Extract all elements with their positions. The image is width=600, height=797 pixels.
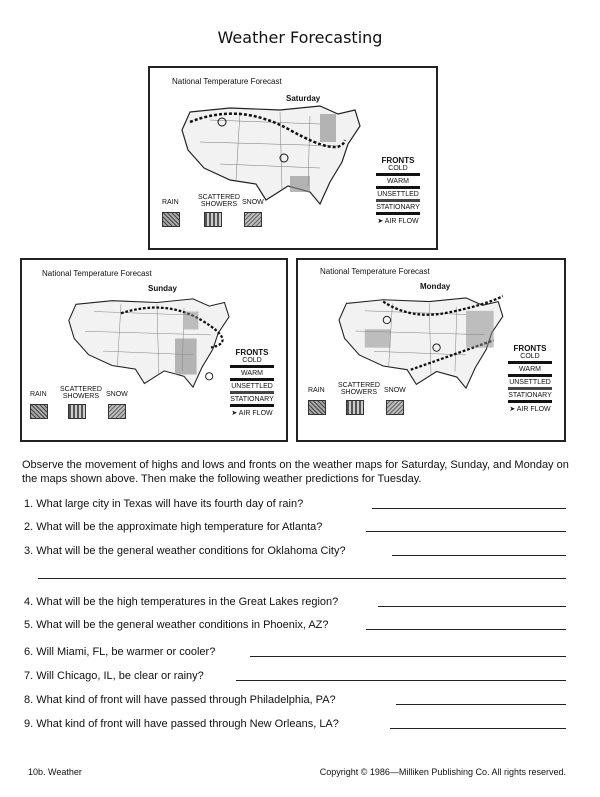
stationary-front-symbol: [508, 400, 552, 403]
question-7: 7. Will Chicago, IL, be clear or rainy?: [24, 670, 204, 682]
air-flow-text: AIR FLOW: [238, 410, 273, 417]
question-2: 2. What will be the approximate high temperature for Atlanta?: [24, 521, 323, 533]
question-4: 4. What will be the high temperatures in the Great Lakes region?: [24, 596, 339, 608]
stationary-front-symbol: [376, 212, 420, 215]
instructions-paragraph: Observe the movement of highs and lows and fronts on the weather maps for Saturday, Sunday, and Monday on the maps shown above. Then make the following weather predictions for Tuesday.: [22, 459, 569, 485]
front-stationary-label: STATIONARY: [230, 396, 274, 403]
precip-legend: [306, 382, 416, 422]
scattered-swatch: [68, 404, 86, 419]
front-cold-label: COLD: [520, 353, 540, 360]
front-unsettled-label: UNSETTLED: [377, 191, 419, 198]
stationary-front-symbol: [230, 404, 274, 407]
cold-front-symbol: [376, 173, 420, 176]
scattered-swatch: [204, 212, 222, 227]
scattered-swatch: [346, 400, 364, 415]
legend-rain-label: RAIN: [308, 387, 325, 394]
unsettled-front-symbol: [376, 199, 420, 202]
legend-snow-label: SNOW: [242, 199, 264, 206]
question-6: 6. Will Miami, FL, be warmer or cooler?: [24, 646, 216, 658]
warm-front-symbol: [508, 374, 552, 377]
front-cold-label: COLD: [242, 357, 262, 364]
legend-scattered-line1: SCATTERED: [198, 194, 240, 201]
legend-scattered-label: [198, 194, 240, 208]
page-title: Weather Forecasting: [217, 28, 383, 47]
answer-line-7[interactable]: [236, 680, 566, 681]
legend-scattered-line2: SHOWERS: [340, 389, 378, 396]
question-3: 3. What will be the general weather conditions for Oklahoma City?: [24, 545, 346, 557]
answer-line-6[interactable]: [250, 656, 566, 657]
air-flow-label: ➤ AIR FLOW: [509, 406, 551, 413]
answer-line-9[interactable]: [390, 728, 566, 729]
front-cold-label: COLD: [388, 165, 408, 172]
front-warm-label: WARM: [519, 366, 541, 373]
question-9: 9. What kind of front will have passed through New Orleans, LA?: [24, 718, 339, 730]
legend-snow-label: SNOW: [384, 387, 406, 394]
front-unsettled-label: UNSETTLED: [509, 379, 551, 386]
fronts-legend: [224, 348, 280, 417]
air-flow-text: AIR FLOW: [516, 406, 551, 413]
map-heading: National Temperature Forecast: [172, 77, 282, 86]
map-day-label: Monday: [420, 282, 451, 291]
legend-scattered-label: [338, 382, 380, 396]
precip-legend: [160, 194, 270, 234]
legend-scattered-label: [60, 386, 102, 400]
air-flow-label: ➤ AIR FLOW: [377, 218, 419, 225]
snow-swatch: [108, 404, 126, 419]
map-day-label: Saturday: [286, 94, 321, 103]
map-day-label: Sunday: [148, 284, 177, 293]
rain-swatch: [308, 400, 326, 415]
answer-line-1[interactable]: [372, 508, 566, 509]
map-heading: National Temperature Forecast: [42, 269, 152, 278]
fronts-heading: FRONTS: [513, 344, 547, 353]
air-flow-label: ➤ AIR FLOW: [231, 410, 273, 417]
legend-snow-label: SNOW: [106, 391, 128, 398]
question-5: 5. What will be the general weather conditions in Phoenix, AZ?: [24, 619, 329, 631]
legend-scattered-line1: SCATTERED: [60, 386, 102, 393]
legend-scattered-line1: SCATTERED: [338, 382, 380, 389]
cold-front-symbol: [230, 365, 274, 368]
front-warm-label: WARM: [241, 370, 263, 377]
fronts-legend: [370, 156, 426, 225]
front-warm-label: WARM: [387, 178, 409, 185]
map-monday: [296, 258, 566, 442]
legend-scattered-line2: SHOWERS: [62, 393, 100, 400]
answer-line-5[interactable]: [366, 629, 566, 630]
warm-front-symbol: [230, 378, 274, 381]
copyright-notice: Copyright © 1986—Milliken Publishing Co. All rights reserved.: [319, 767, 566, 777]
answer-line-2[interactable]: [366, 531, 566, 532]
unsettled-front-symbol: [508, 387, 552, 390]
question-8: 8. What kind of front will have passed through Philadelphia, PA?: [24, 694, 336, 706]
legend-rain-label: RAIN: [162, 199, 179, 206]
fronts-legend: [502, 344, 558, 413]
precip-legend: [28, 386, 138, 426]
map-heading: National Temperature Forecast: [320, 267, 430, 276]
unsettled-front-symbol: [230, 391, 274, 394]
legend-rain-label: RAIN: [30, 391, 47, 398]
front-unsettled-label: UNSETTLED: [231, 383, 273, 390]
snow-swatch: [244, 212, 262, 227]
answer-line-3b[interactable]: [38, 578, 566, 579]
snow-swatch: [386, 400, 404, 415]
question-1: 1. What large city in Texas will have its fourth day of rain?: [24, 498, 304, 510]
answer-line-8[interactable]: [396, 704, 566, 705]
cold-front-symbol: [508, 361, 552, 364]
fronts-heading: FRONTS: [235, 348, 269, 357]
rain-swatch: [30, 404, 48, 419]
legend-scattered-line2: SHOWERS: [200, 201, 238, 208]
front-stationary-label: STATIONARY: [508, 392, 552, 399]
air-flow-text: AIR FLOW: [384, 218, 419, 225]
rain-swatch: [162, 212, 180, 227]
answer-line-4[interactable]: [378, 606, 566, 607]
map-saturday: [148, 66, 438, 250]
warm-front-symbol: [376, 186, 420, 189]
us-map-image: [58, 288, 238, 398]
fronts-heading: FRONTS: [381, 156, 415, 165]
map-sunday: [20, 258, 288, 442]
page-number-label: 10b. Weather: [28, 767, 82, 777]
answer-line-3a[interactable]: [392, 555, 566, 556]
front-stationary-label: STATIONARY: [376, 204, 420, 211]
